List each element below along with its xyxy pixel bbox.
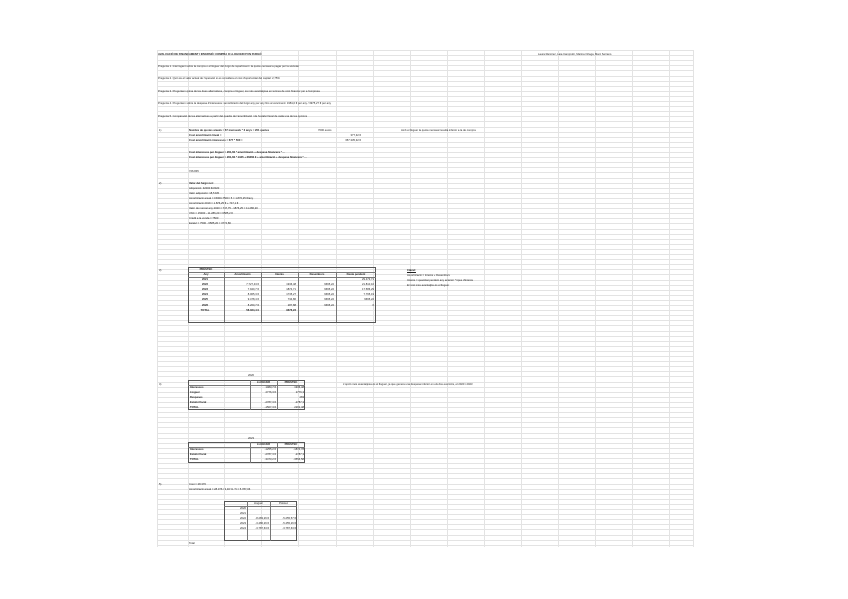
cmp2-label: TOTAL (190, 458, 199, 461)
loan-table-cell: TOTAL (200, 308, 210, 312)
loan-header-cell: Any (203, 273, 209, 276)
question-1: Pregunta 1. Interrogant sobre la compra o el lloguer del furgó de repartiment i la quota mensual a pagar per la societat (158, 64, 299, 68)
s2-line-6: Valor de mercat any 2020 = 747,75 - 1876,25 = 11.286,20 (189, 207, 258, 210)
cmp2-header: LLOGUER (256, 443, 271, 446)
s1-line-2: Cost amortització lineal = (189, 134, 222, 137)
cmp1-cell: 2262,48 (294, 406, 304, 409)
cmp2-header: PRÉSTEC (284, 443, 298, 446)
s1-note: Amb el lloguer la quota mensual resulta inferior a la de compra (401, 129, 476, 132)
cmp1-cell: -1507,3 € (264, 406, 276, 409)
loan-header-cell: Desembors (309, 273, 325, 276)
s1-formula-1: Cost interessos per lloguer = 261,60 * amortització + despesa financera * ... (189, 151, 285, 154)
s2-line-5: Amortització 2019 = 1.876,25 € + 747,1 € (189, 202, 239, 205)
loan-table-cell: 7.727,43 € (246, 283, 259, 287)
cmp1-cell: 2776,3 (295, 391, 304, 394)
question-5: Pregunta 5. Comparació de les alternatives a partir del quadre de l'amortització i de l'estalvi fiscal de cada una de les opcions (158, 115, 308, 118)
cmp1-label: Estalvi fiscal (190, 401, 207, 404)
loan-table-cell: 7.765,19 (363, 293, 374, 297)
s5-line-1: Cost = 28.376 (189, 483, 206, 486)
s5-total-label: Total (189, 542, 195, 545)
loan-header-cell: Interès (275, 273, 284, 276)
cmp1-header: LLOGUER (256, 381, 271, 384)
cmp1-label: Despeses (190, 396, 203, 399)
loan-table-title: PRÉSTEC (199, 268, 213, 271)
question-4: Pregunta 4. Preguntem sobre la despesa d'interessos i amortització del furgó any per any fins al venciment: 1981,0 € per any / 3975,27 € per any (158, 102, 331, 105)
s1-line-1: Nombre de quotes anuals = 67 mensuals * 3 anys = 201 quotes (189, 129, 270, 132)
cmp1-header: PRÉSTEC (284, 381, 298, 384)
s2-line-8: Crèdit a la venda = 7500 (189, 217, 219, 220)
question-3: Pregunta 3. Preguntem quina de les dues alternatives, compra o lloguer, és més avantatjosa en termes de cost financer per a l'empresa (158, 89, 320, 93)
s2-line-2: Adquisició: 32000 €/2020 (189, 187, 220, 190)
document-title: AVALUACIÓ DE FINANÇAMENT I INVERSIÓ: COMPRA O LLOGUER D'UN FURGÓ (158, 52, 262, 56)
cmp2-label: Interessos (190, 448, 204, 451)
loan-table-cell: 2025 (202, 298, 208, 302)
loan-table-cell: 9665,22 (324, 303, 334, 307)
loan-table-cell: 1936,48 (286, 283, 296, 287)
section-5-number: 5) (159, 483, 162, 486)
cmp1-label: Lloguer (190, 391, 200, 394)
cmp3-cell: -8.283,26 € (255, 517, 269, 521)
loan-table-cell: 2023 (202, 288, 208, 292)
cmp2-cell: -1255,2 € (264, 448, 276, 451)
cmp3-year: 2022 (240, 517, 246, 521)
cmp2-cell: -3473,2 € (264, 458, 276, 461)
loan-header-cell: Amortització (234, 273, 251, 276)
loan-table-cell: 9676,23 (286, 308, 296, 312)
cmp1-cell: 2776,3 € (265, 391, 276, 394)
loan-table-cell: 287,88 (287, 303, 296, 307)
loan-table-cell: 7.940,7 € (247, 288, 259, 292)
authors-list: Laura Ramírez, Laia Camprubí, Marina Ortega, Marc Serrano (538, 52, 612, 56)
section-1-number: 1) (159, 129, 162, 132)
cmp3-header: Préstec (278, 502, 289, 505)
s4-year-1: 2020 (248, 374, 254, 377)
spreadsheet-grid (157, 50, 693, 547)
cmp1-label: Interessos (190, 386, 204, 389)
loan-table-cell: 1874,71 (286, 288, 296, 292)
cmp3-cell: -5.455,26 € (282, 522, 296, 526)
cmp2-label: Estalvi fiscal (190, 453, 207, 456)
calc-title: Càlcul: (407, 269, 416, 272)
cmp3-cell: -3.787,63 € (255, 527, 269, 531)
s1-value-2: 357.335,32 € (345, 139, 361, 142)
section-4-number: 4) (159, 383, 162, 386)
cmp2-cell: -2787,3 (294, 453, 304, 456)
loan-table-cell: 9.478,4 € (247, 298, 259, 302)
s2-line-1: Valor del furgó net: (189, 182, 214, 185)
s1-col2-value: 7000 euros (318, 129, 332, 132)
cmp3-year: 2020 (240, 507, 246, 510)
loan-table-cell: 21.810,10 (362, 283, 374, 287)
s2-line-7: VNC = 15000 - 11.286,20 = 6585,2 € (189, 212, 233, 215)
s1-result: 726.845 (189, 170, 199, 173)
loan-table-cell: 0 (372, 303, 374, 307)
loan-table-cell: 17.586,29 (362, 288, 374, 292)
s1-formula-2: Cost interessos per lloguer = 261,60 * 1345 + 26260 € + amortització + despesa financera * ... (189, 156, 307, 159)
section-3-number: 3) (159, 269, 162, 272)
cmp1-cell: -2787,3 € (264, 401, 276, 404)
loan-table-cell: 58.024,4 € (246, 308, 259, 312)
s1-value-1: 377,32 € (350, 134, 361, 137)
loan-table-cell: 2026 (202, 303, 208, 307)
cmp3-cell: -3.486,26 € (255, 522, 269, 526)
loan-table-cell: 9665,22 (324, 298, 334, 302)
calc-line-1: Amortització = Interès + Desembors (407, 274, 450, 277)
s2-line-4: Amortització anual = 15000-7500 / 5 = 1.876,25 €/any (189, 197, 254, 200)
loan-table-cell: 734,86 (287, 298, 296, 302)
loan-table-cell: 9665,22 (324, 283, 334, 287)
loan-table-cell: 2022 (202, 283, 208, 287)
cmp2-cell: -1874,78 (293, 448, 304, 451)
s2-line-3: Valor adquisició: 18,5 €/€ (189, 192, 219, 195)
cmp1-cell: 1936,48 (294, 386, 304, 389)
cmp1-label: TOTAL (190, 406, 199, 409)
loan-table-cell: 2021 (202, 278, 208, 281)
cmp3-header: Lloguer (254, 502, 263, 505)
loan-table-cell: 8.260,7 € (247, 303, 259, 307)
cmp2-cell: -2787,3 € (264, 453, 276, 456)
loan-table-cell: 9665,22 (364, 298, 374, 302)
loan-table-cell: 2024 (202, 293, 208, 297)
cmp3-cell: -5.255,57 € (282, 517, 296, 521)
cmp2-cell: -3556,58 (293, 458, 304, 461)
loan-table-cell: 9665,22 (324, 293, 334, 297)
calc-line-3: El cost més avantatjós és el lloguer (407, 284, 450, 287)
loan-table-cell: 29.473,71 (362, 278, 374, 281)
cmp1-cell: 283 (299, 396, 304, 399)
loan-table-cell: 8.065,3 € (247, 293, 259, 297)
s5-line-2: Amortització anual = 28.376 / 3,46 % / 5 = 5.787,06 (189, 488, 251, 491)
s2-line-9: Estalvi = 7500 - 6585,20 = 3774,80 (189, 222, 231, 225)
cmp3-cell: -3.787,63 € (282, 527, 296, 531)
cmp3-year: 2021 (240, 512, 246, 516)
cmp3-year: 2024 (240, 527, 246, 531)
s4-note: L'opció més avantatjosa és el lloguer, ja que genera una despesa inferior en els dos exercicis, el 2020 i 2023 (343, 383, 473, 386)
cmp3-year: 2023 (240, 522, 246, 526)
cmp1-cell: -2787,3 (294, 401, 304, 404)
section-2-number: 2) (159, 182, 162, 185)
loan-header-cell: Deute pendent (346, 273, 366, 276)
loan-table-cell: 9665,22 (324, 288, 334, 292)
s4-year-2: 2023 (248, 437, 254, 440)
calc-line-2: Interès = quantitat pendent any anterior * tipus d'interès (407, 279, 474, 282)
question-2: Pregunta 2. Quin és el valor actual de l'operació si es considera el cost d'oportunitat del capital: 2,75% (158, 77, 280, 80)
s1-line-3: Cost amortització interessos = 677 * 500 = (189, 139, 243, 142)
loan-table-cell: 1735,27 (286, 293, 296, 297)
cmp1-cell: 1083,7 € (265, 386, 276, 389)
